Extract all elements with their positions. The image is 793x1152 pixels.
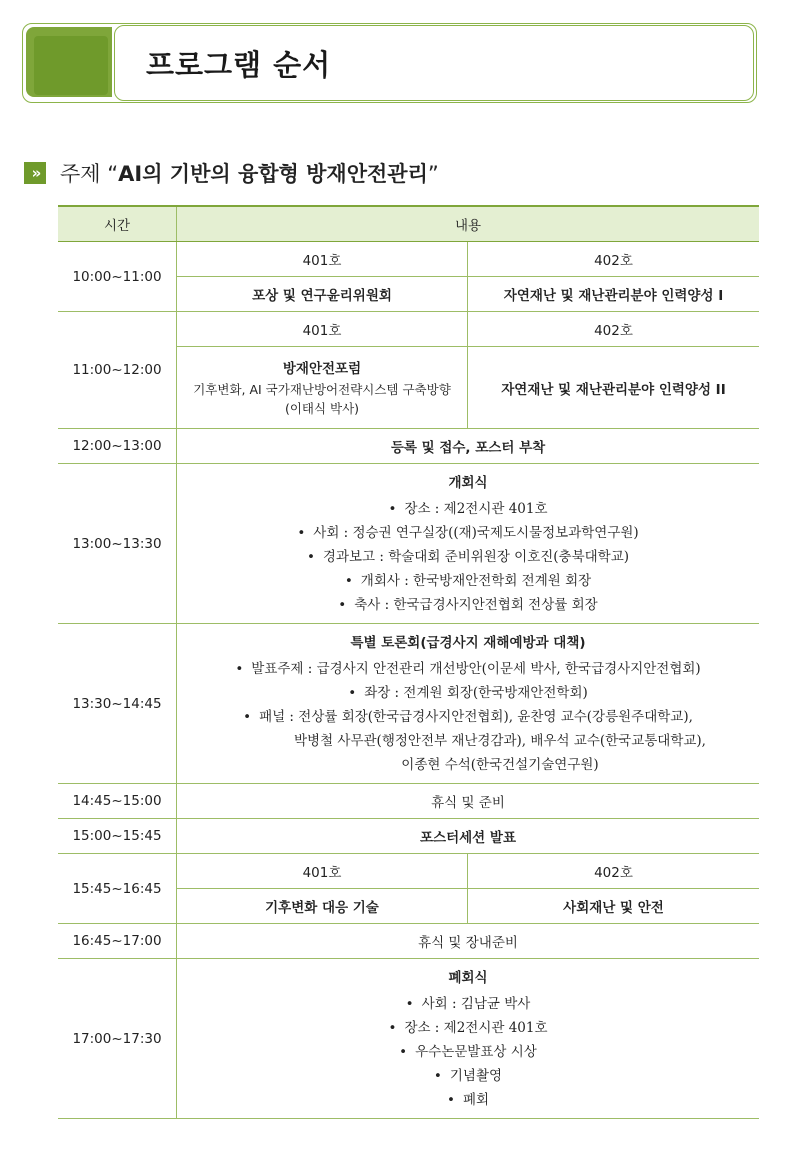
closing-ceremony-cell <box>177 959 760 1119</box>
forum-topic: 기후변화, AI 국가재난방어전략시스템 구축방향 <box>193 382 451 397</box>
forum-title: 방재안전포럼 <box>282 361 362 377</box>
time-cell: 15:00~15:45 <box>58 819 177 854</box>
col-content-header: 내용 <box>177 206 760 242</box>
time-cell: 17:00~17:30 <box>58 959 177 1119</box>
list-item: • 경과보고 : 학술대회 준비위원장 이호진(충북대학교) <box>306 548 630 565</box>
table-row <box>58 854 759 889</box>
table-row <box>58 784 759 819</box>
session-cell: 사회재난 및 안전 <box>468 889 760 924</box>
list-item: • 좌장 : 전계원 회장(한국방재안전학회) <box>348 684 588 701</box>
topic-text: 주제 “AI의 기반의 융합형 방재안전관리” <box>60 162 439 186</box>
content-cell: 등록 및 접수, 포스터 부착 <box>177 429 760 464</box>
item-list <box>177 497 759 617</box>
table-row <box>58 312 759 347</box>
list-item: • 개회사 : 한국방재안전학회 전계원 회장 <box>344 572 592 589</box>
program-table <box>58 205 759 1119</box>
list-item: • 폐회 <box>446 1091 490 1108</box>
table-row <box>58 624 759 784</box>
double-chevron-icon: » <box>24 162 46 184</box>
time-cell: 13:00~13:30 <box>58 464 177 624</box>
session-cell: 기후변화 대응 기술 <box>177 889 468 924</box>
list-item: • 기념촬영 <box>433 1067 503 1084</box>
room-402-label: 402호 <box>468 242 760 277</box>
time-cell: 14:45~15:00 <box>58 784 177 819</box>
room-401-label: 401호 <box>177 242 468 277</box>
list-item: • 장소 : 제2전시관 401호 <box>388 1019 548 1036</box>
banner-green-block <box>26 27 112 97</box>
content-cell: 휴식 및 장내준비 <box>177 924 760 959</box>
room-401-label: 401호 <box>177 854 468 889</box>
list-item: • 사회 : 김남균 박사 <box>405 995 531 1012</box>
content-cell: 포스터세션 발표 <box>177 819 760 854</box>
page-title: 프로그램 순서 <box>146 48 332 82</box>
table-row <box>58 242 759 277</box>
table-header-row <box>58 206 759 242</box>
list-item: • 축사 : 한국급경사지안전협회 전상률 회장 <box>338 596 598 613</box>
list-item: • 장소 : 제2전시관 401호 <box>388 500 548 517</box>
list-item: • 사회 : 정승권 연구실장((재)국제도시물정보과학연구원) <box>297 524 639 541</box>
list-item: • 패널 : 전상률 회장(한국급경사지안전협회), 윤찬영 교수(강릉원주대학교), <box>243 708 693 725</box>
table-row <box>58 429 759 464</box>
header-banner <box>22 23 757 103</box>
section-title: 폐회식 <box>448 969 488 986</box>
table-row <box>58 819 759 854</box>
opening-ceremony-cell <box>177 464 760 624</box>
time-cell: 16:45~17:00 <box>58 924 177 959</box>
item-list <box>177 992 759 1112</box>
table-row <box>58 959 759 1119</box>
room-401-label: 401호 <box>177 312 468 347</box>
room-402-label: 402호 <box>468 854 760 889</box>
content-cell: 휴식 및 준비 <box>177 784 760 819</box>
list-item-continuation: 이종현 수석(한국건설기술연구원) <box>401 756 599 773</box>
table-row <box>58 464 759 624</box>
session-cell: 포상 및 연구윤리위원회 <box>177 277 468 312</box>
list-item-continuation: 박병철 사무관(행정안전부 재난경감과), 배우석 교수(한국교통대학교), <box>294 732 706 749</box>
time-cell: 10:00~11:00 <box>58 242 177 312</box>
session-cell: 자연재난 및 재난관리분야 인력양성 I <box>468 277 760 312</box>
section-title: 개회식 <box>448 474 488 491</box>
list-item: • 발표주제 : 급경사지 안전관리 개선방안(이문세 박사, 한국급경사지안전협회) <box>235 660 701 677</box>
col-time-header: 시간 <box>58 206 177 242</box>
special-forum-cell <box>177 624 760 784</box>
topic-heading <box>24 158 439 188</box>
section-title: 특별 토론회(급경사지 재해예방과 대책) <box>350 634 586 651</box>
item-list <box>177 657 759 777</box>
room-402-label: 402호 <box>468 312 760 347</box>
time-cell: 13:30~14:45 <box>58 624 177 784</box>
time-cell: 11:00~12:00 <box>58 312 177 429</box>
list-item: • 우수논문발표상 시상 <box>399 1043 537 1060</box>
time-cell: 12:00~13:00 <box>58 429 177 464</box>
forum-speaker: (이태식 박사) <box>284 401 360 416</box>
session-cell: 자연재난 및 재난관리분야 인력양성 II <box>468 347 760 429</box>
table-row <box>58 924 759 959</box>
forum-cell <box>177 347 468 429</box>
time-cell: 15:45~16:45 <box>58 854 177 924</box>
